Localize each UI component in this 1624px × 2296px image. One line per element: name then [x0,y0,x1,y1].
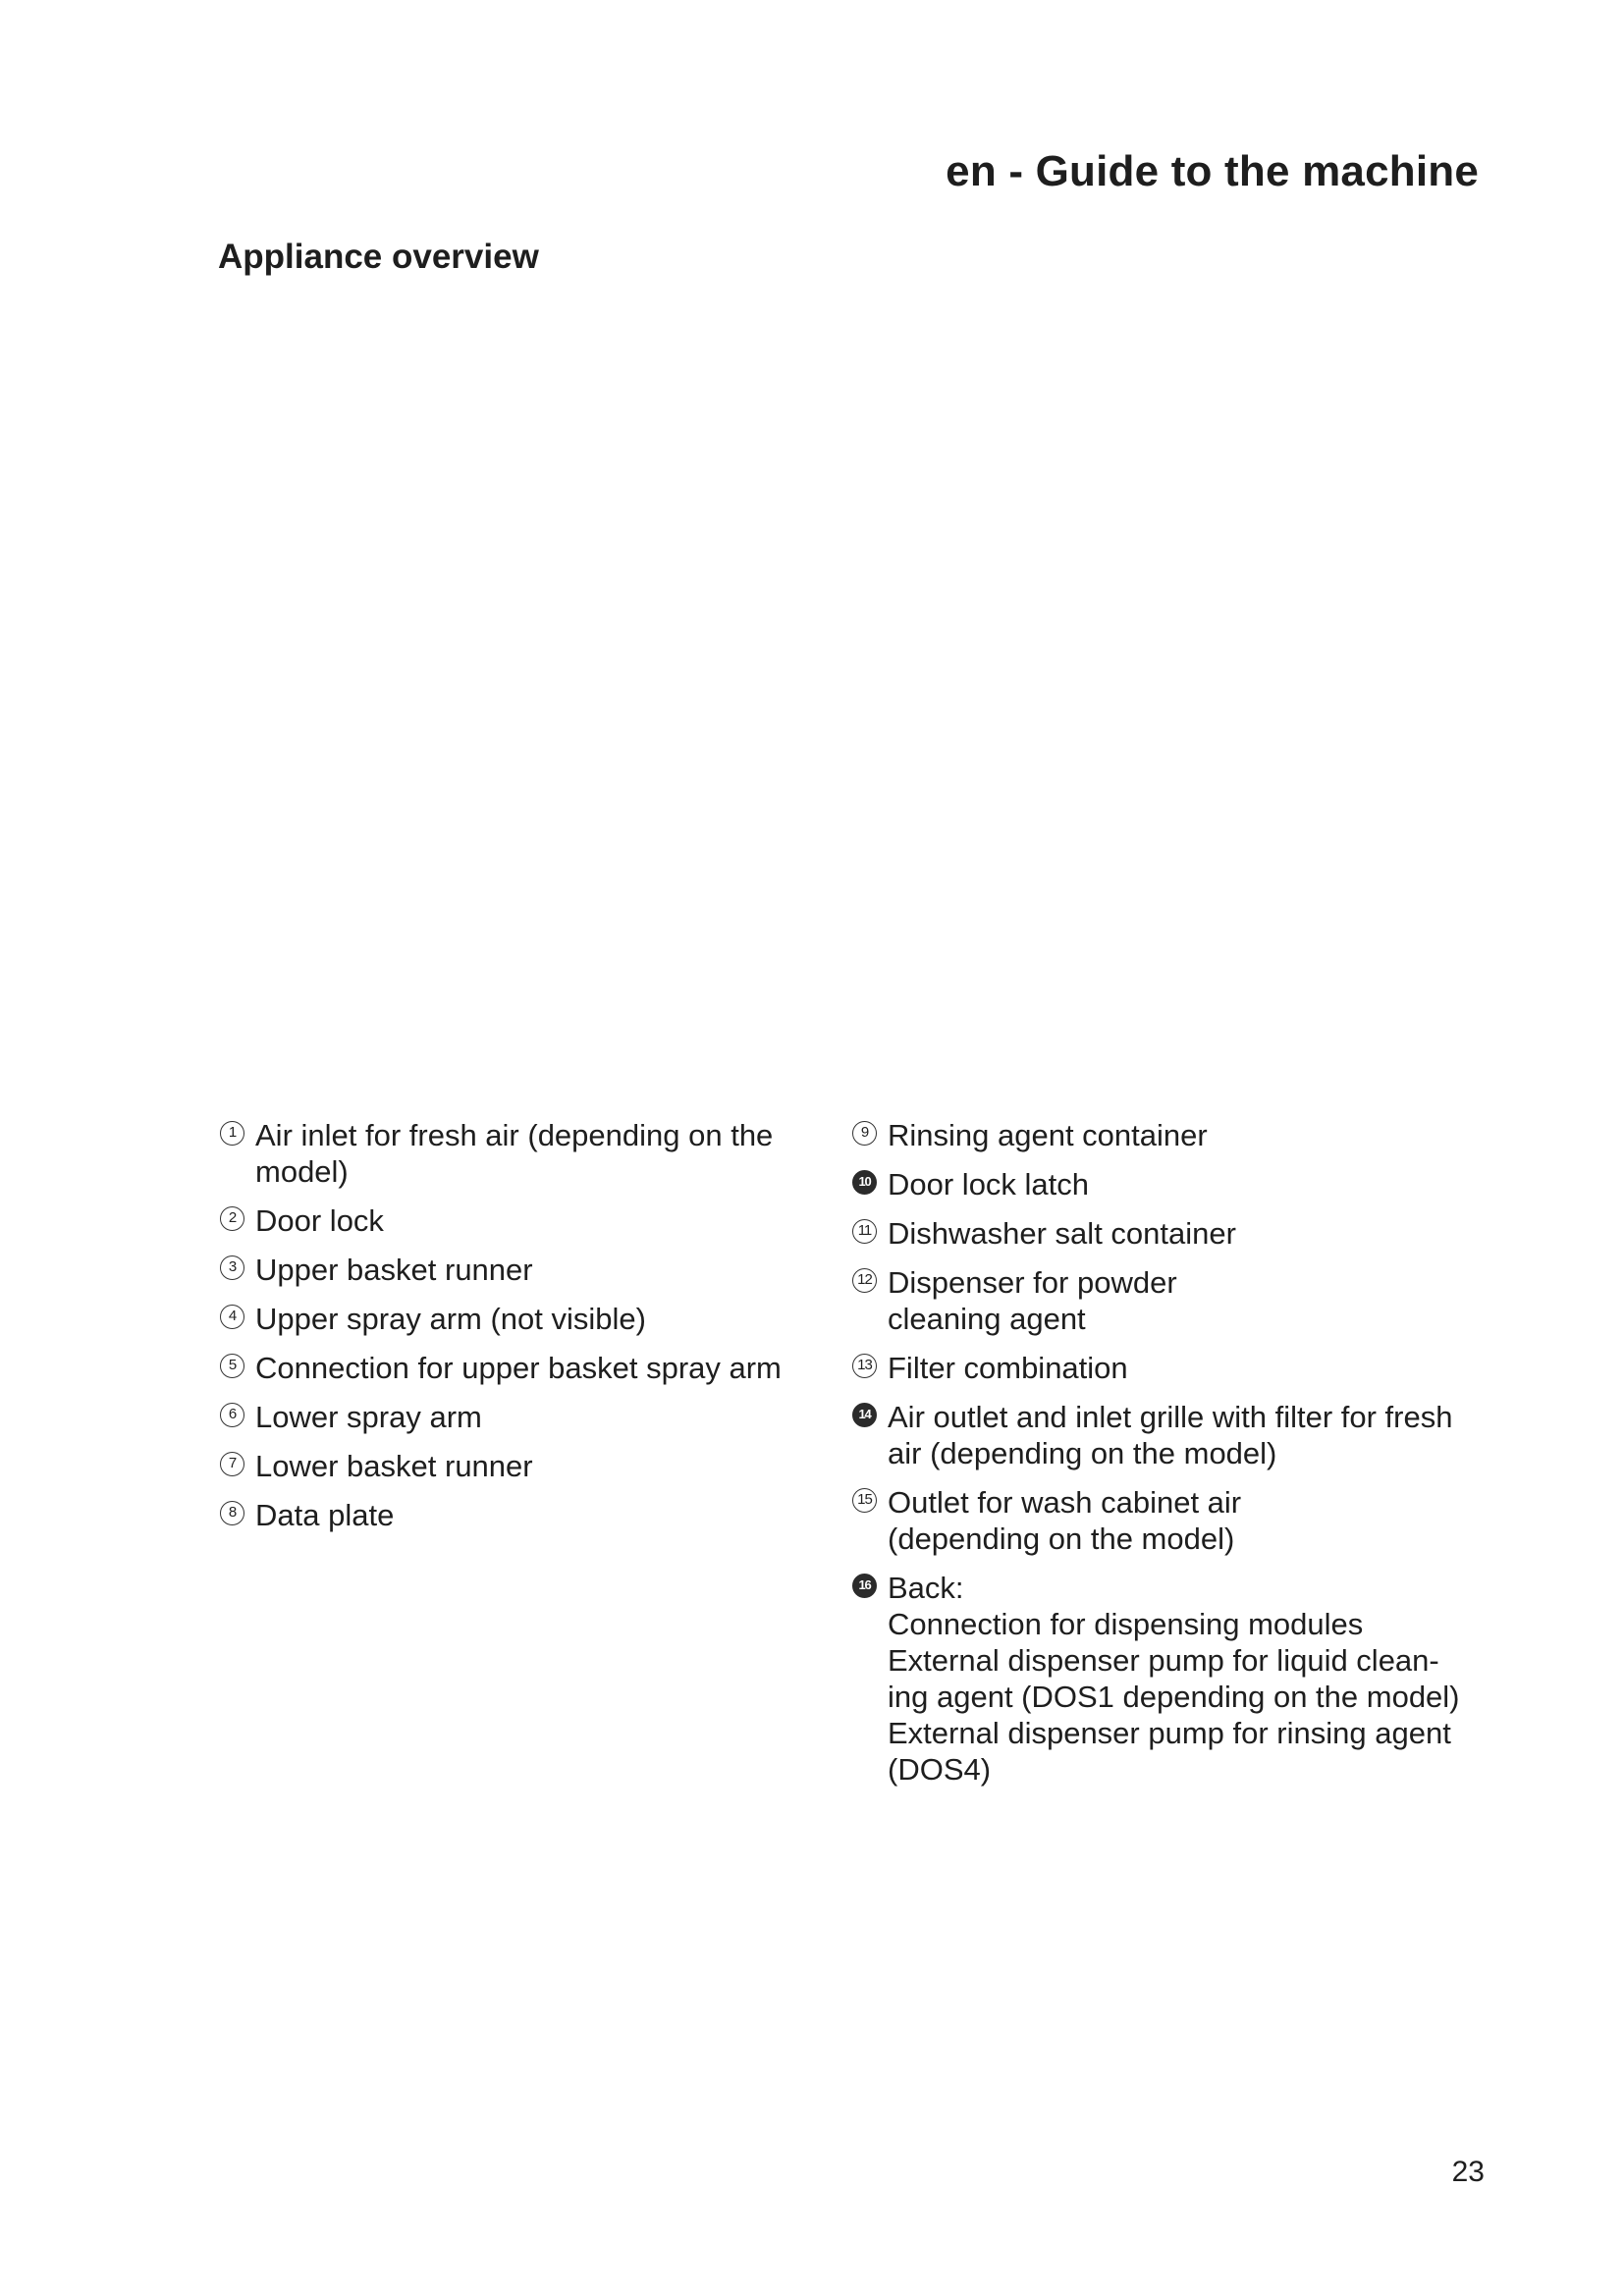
legend-item [220,1117,819,1190]
page-number: 23 [1451,2156,1485,2188]
legend-item-text: Lower basket runner [255,1449,533,1483]
item-number-badge: 14 [852,1403,877,1427]
legend-item-text: Upper basket runner [255,1253,533,1287]
item-number-badge: 15 [852,1488,877,1513]
appliance-figure-area [218,314,1485,1080]
item-number-badge: 6 [220,1403,244,1427]
legend-item [852,1399,1490,1471]
legend-item [852,1484,1490,1557]
item-number-badge: 7 [220,1452,244,1476]
legend-item [852,1215,1490,1252]
item-number-badge: 9 [852,1121,877,1146]
legend-list-left [220,1117,819,1546]
legend-item-text: Filter combination [888,1351,1128,1385]
legend-item [220,1497,819,1533]
legend-item-text: Air inlet for fresh air (depending on the [255,1118,774,1152]
legend-item-text: Outlet for wash cabinet air [888,1485,1242,1520]
legend-item-text: Rinsing agent container [888,1118,1208,1152]
legend-item-text: External dispenser pump for rinsing agent [888,1716,1451,1750]
section-heading: Appliance overview [218,238,539,276]
legend-item-text: (DOS4) [888,1752,992,1787]
legend-item [220,1202,819,1239]
legend-item-text: air (depending on the model) [888,1436,1277,1470]
legend-item-text: External dispenser pump for liquid clean- [888,1643,1439,1678]
legend-item [220,1252,819,1288]
legend-item-text: Dispenser for powder [888,1265,1177,1300]
item-number-badge: 2 [220,1206,244,1231]
item-number-badge: 1 [220,1121,244,1146]
legend-item-text: Back: [888,1571,964,1605]
legend-item-text: Data plate [255,1498,395,1532]
legend-item-text: (depending on the model) [888,1522,1235,1556]
chapter-title: en - Guide to the machine [946,147,1479,195]
legend-item-text: Lower spray arm [255,1400,482,1434]
legend-item-text: model) [255,1154,349,1189]
legend-item [220,1448,819,1484]
legend-item [220,1399,819,1435]
legend-item [852,1264,1490,1337]
legend-item-text: Door lock latch [888,1167,1090,1201]
item-number-badge: 13 [852,1354,877,1378]
legend-item-text: Air outlet and inlet grille with filter for fresh [888,1400,1453,1434]
item-number-badge: 3 [220,1255,244,1280]
legend-item [852,1350,1490,1386]
legend-item [852,1570,1490,1788]
legend-item-text: Dishwasher salt container [888,1216,1236,1251]
item-number-badge: 10 [852,1170,877,1195]
item-number-badge: 11 [852,1219,877,1244]
legend-item-text: Connection for dispensing modules [888,1607,1364,1641]
item-number-badge: 12 [852,1268,877,1293]
legend-item-text: ing agent (DOS1 depending on the model) [888,1680,1460,1714]
legend-item [852,1166,1490,1202]
legend-item-text: Door lock [255,1203,384,1238]
legend-item-text: cleaning agent [888,1302,1086,1336]
legend-item [220,1350,819,1386]
item-number-badge: 16 [852,1574,877,1598]
legend-list-right [852,1117,1490,1800]
legend-item [220,1301,819,1337]
item-number-badge: 4 [220,1305,244,1329]
legend-item-text: Upper spray arm (not visible) [255,1302,646,1336]
legend-item [852,1117,1490,1153]
legend-item-text: Connection for upper basket spray arm [255,1351,782,1385]
item-number-badge: 5 [220,1354,244,1378]
item-number-badge: 8 [220,1501,244,1525]
